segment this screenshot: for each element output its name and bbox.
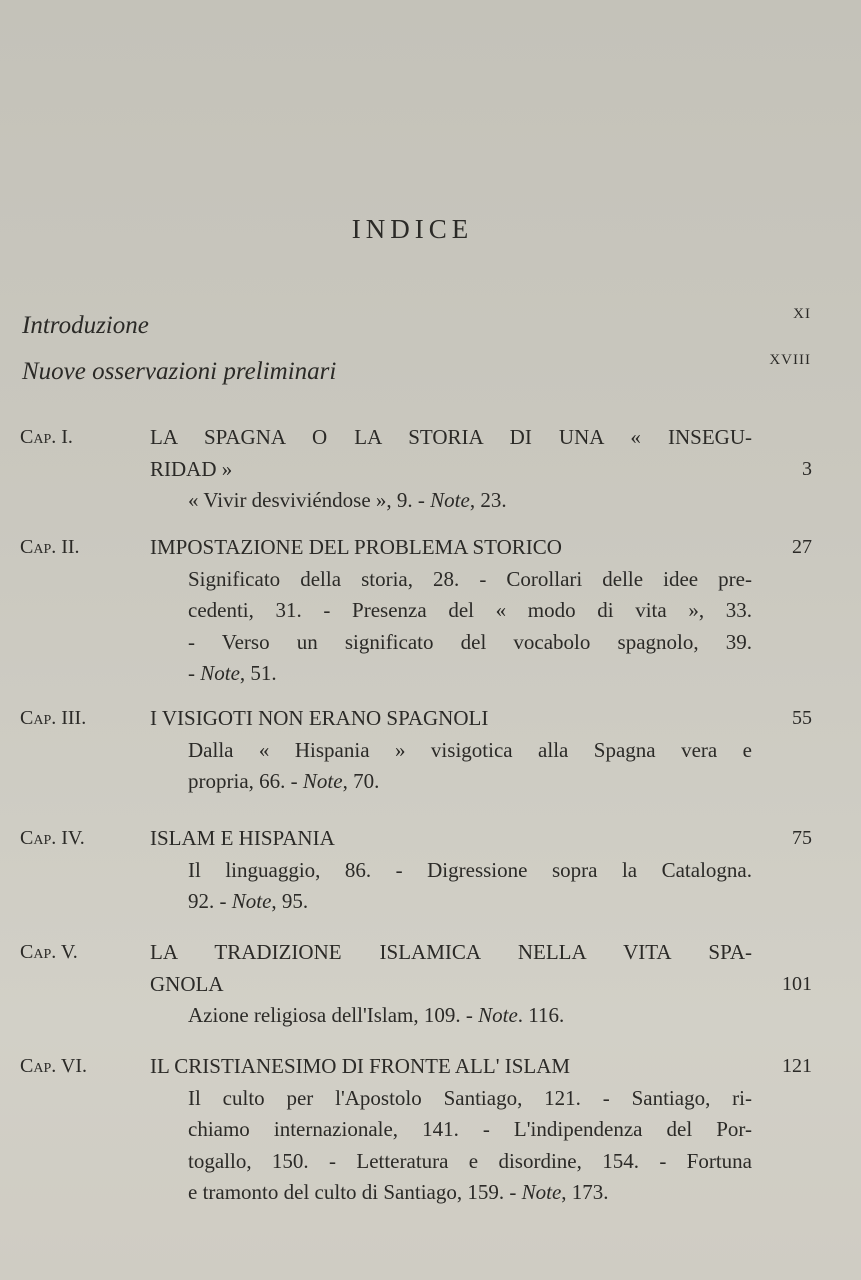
chapter-subsection-line xyxy=(188,886,752,918)
line-text: Azione religiosa dell'Islam, 109. - xyxy=(188,1003,479,1027)
line-text: , 95. xyxy=(271,889,309,913)
line-text: togallo, 150. - Letteratura e disordine, 154. - Fortuna xyxy=(188,1148,752,1173)
chapter-number: Cap. IV. xyxy=(20,827,85,849)
line-text: - Verso un significato del vocabolo spagnolo, 39. xyxy=(188,629,752,654)
line-text: - xyxy=(188,661,201,685)
line-text: Dalla « Hispania » visigotica alla Spagna vera e xyxy=(188,737,752,762)
line-text: ISLAM E HISPANIA xyxy=(150,826,335,850)
line-text: propria, 66. - xyxy=(188,769,303,793)
line-text: IMPOSTAZIONE DEL PROBLEMA STORICO xyxy=(150,535,562,559)
line-text: RIDAD » xyxy=(150,456,233,481)
notes-label: Note xyxy=(302,769,343,793)
chapter-page-number: 55 xyxy=(792,707,812,729)
line-text: , 23. xyxy=(469,488,507,512)
chapter-page-number: 121 xyxy=(782,1055,812,1077)
line-text: IL CRISTIANESIMO DI FRONTE ALL' ISLAM xyxy=(150,1054,571,1078)
chapter-title-line xyxy=(150,703,752,735)
line-text: Il linguaggio, 86. - Digressione sopra la Catalogna. xyxy=(188,857,752,882)
index-heading: INDICE xyxy=(351,214,474,244)
chapter-subsection-line xyxy=(188,735,752,767)
line-text: , 70. xyxy=(342,769,380,793)
front-entry-page: XVIII xyxy=(769,352,811,368)
chapter-title-line xyxy=(150,937,752,969)
line-text: cedenti, 31. - Presenza del « modo di vita », 33. xyxy=(188,598,752,622)
chapter-title-line xyxy=(150,422,752,454)
chapter-title-line xyxy=(150,969,752,1001)
line-text: I VISIGOTI NON ERANO SPAGNOLI xyxy=(150,706,489,730)
line-text: Il culto per l'Apostolo Santiago, 121. - Santiago, ri- xyxy=(188,1085,752,1110)
chapter-subsection-line xyxy=(188,766,752,798)
chapter-number: Cap. I. xyxy=(20,426,73,448)
chapter-number: Cap. III. xyxy=(20,707,87,729)
chapter-subsection-line xyxy=(188,564,752,596)
chapter-page-number: 101 xyxy=(782,972,812,995)
front-entry-introduzione: Introduzione xyxy=(22,312,149,339)
chapter-page-number: 75 xyxy=(792,827,812,849)
chapter-title-line xyxy=(150,454,752,486)
chapter-number: Cap. VI. xyxy=(20,1055,87,1077)
line-text: chiamo internazionale, 141. - L'indipendenza del Por- xyxy=(188,1117,752,1141)
line-text: « Vivir desviviéndose », 9. - xyxy=(188,488,431,512)
line-text: Significato della storia, 28. - Corollari delle idee pre- xyxy=(188,566,752,591)
chapter-page-number: 3 xyxy=(802,457,812,480)
line-text: 92. - xyxy=(188,889,232,913)
chapter-title-line xyxy=(150,823,752,855)
chapter-subsection-line xyxy=(188,855,752,887)
notes-label: Note xyxy=(231,889,272,913)
chapter-subsection-line xyxy=(188,595,752,627)
chapter-subsection-line xyxy=(188,658,752,690)
chapter-subsection-line xyxy=(188,1177,752,1209)
chapter-subsection-line xyxy=(188,627,752,659)
chapter-subsection-line xyxy=(188,1083,752,1115)
front-entry-page: XI xyxy=(793,306,811,322)
notes-label: Note xyxy=(430,488,470,512)
notes-label: Note xyxy=(521,1180,562,1204)
chapter-number: Cap. II. xyxy=(20,536,80,558)
notes-label: Note xyxy=(478,1003,518,1027)
chapter-subsection-line xyxy=(188,485,752,517)
chapter-subsection-line xyxy=(188,1146,752,1178)
front-entry-nuove-osservazioni: Nuove osservazioni preliminari xyxy=(22,358,337,385)
line-text: e tramonto del culto di Santiago, 159. - xyxy=(188,1180,522,1204)
chapter-title-line xyxy=(150,532,752,564)
chapter-number: Cap. V. xyxy=(20,941,78,963)
line-text: , 51. xyxy=(239,661,277,685)
line-text: LA SPAGNA O LA STORIA DI UNA « INSEGU- xyxy=(150,425,752,449)
line-text: GNOLA xyxy=(150,971,224,996)
chapter-subsection-line xyxy=(188,1000,752,1032)
line-text: , 173. xyxy=(561,1180,609,1204)
chapter-page-number: 27 xyxy=(792,536,812,558)
chapter-subsection-line xyxy=(188,1114,752,1146)
line-text: LA TRADIZIONE ISLAMICA NELLA VITA SPA- xyxy=(150,940,752,964)
notes-label: Note xyxy=(200,661,240,685)
chapter-title-line xyxy=(150,1051,752,1083)
line-text: . 116. xyxy=(517,1003,565,1027)
